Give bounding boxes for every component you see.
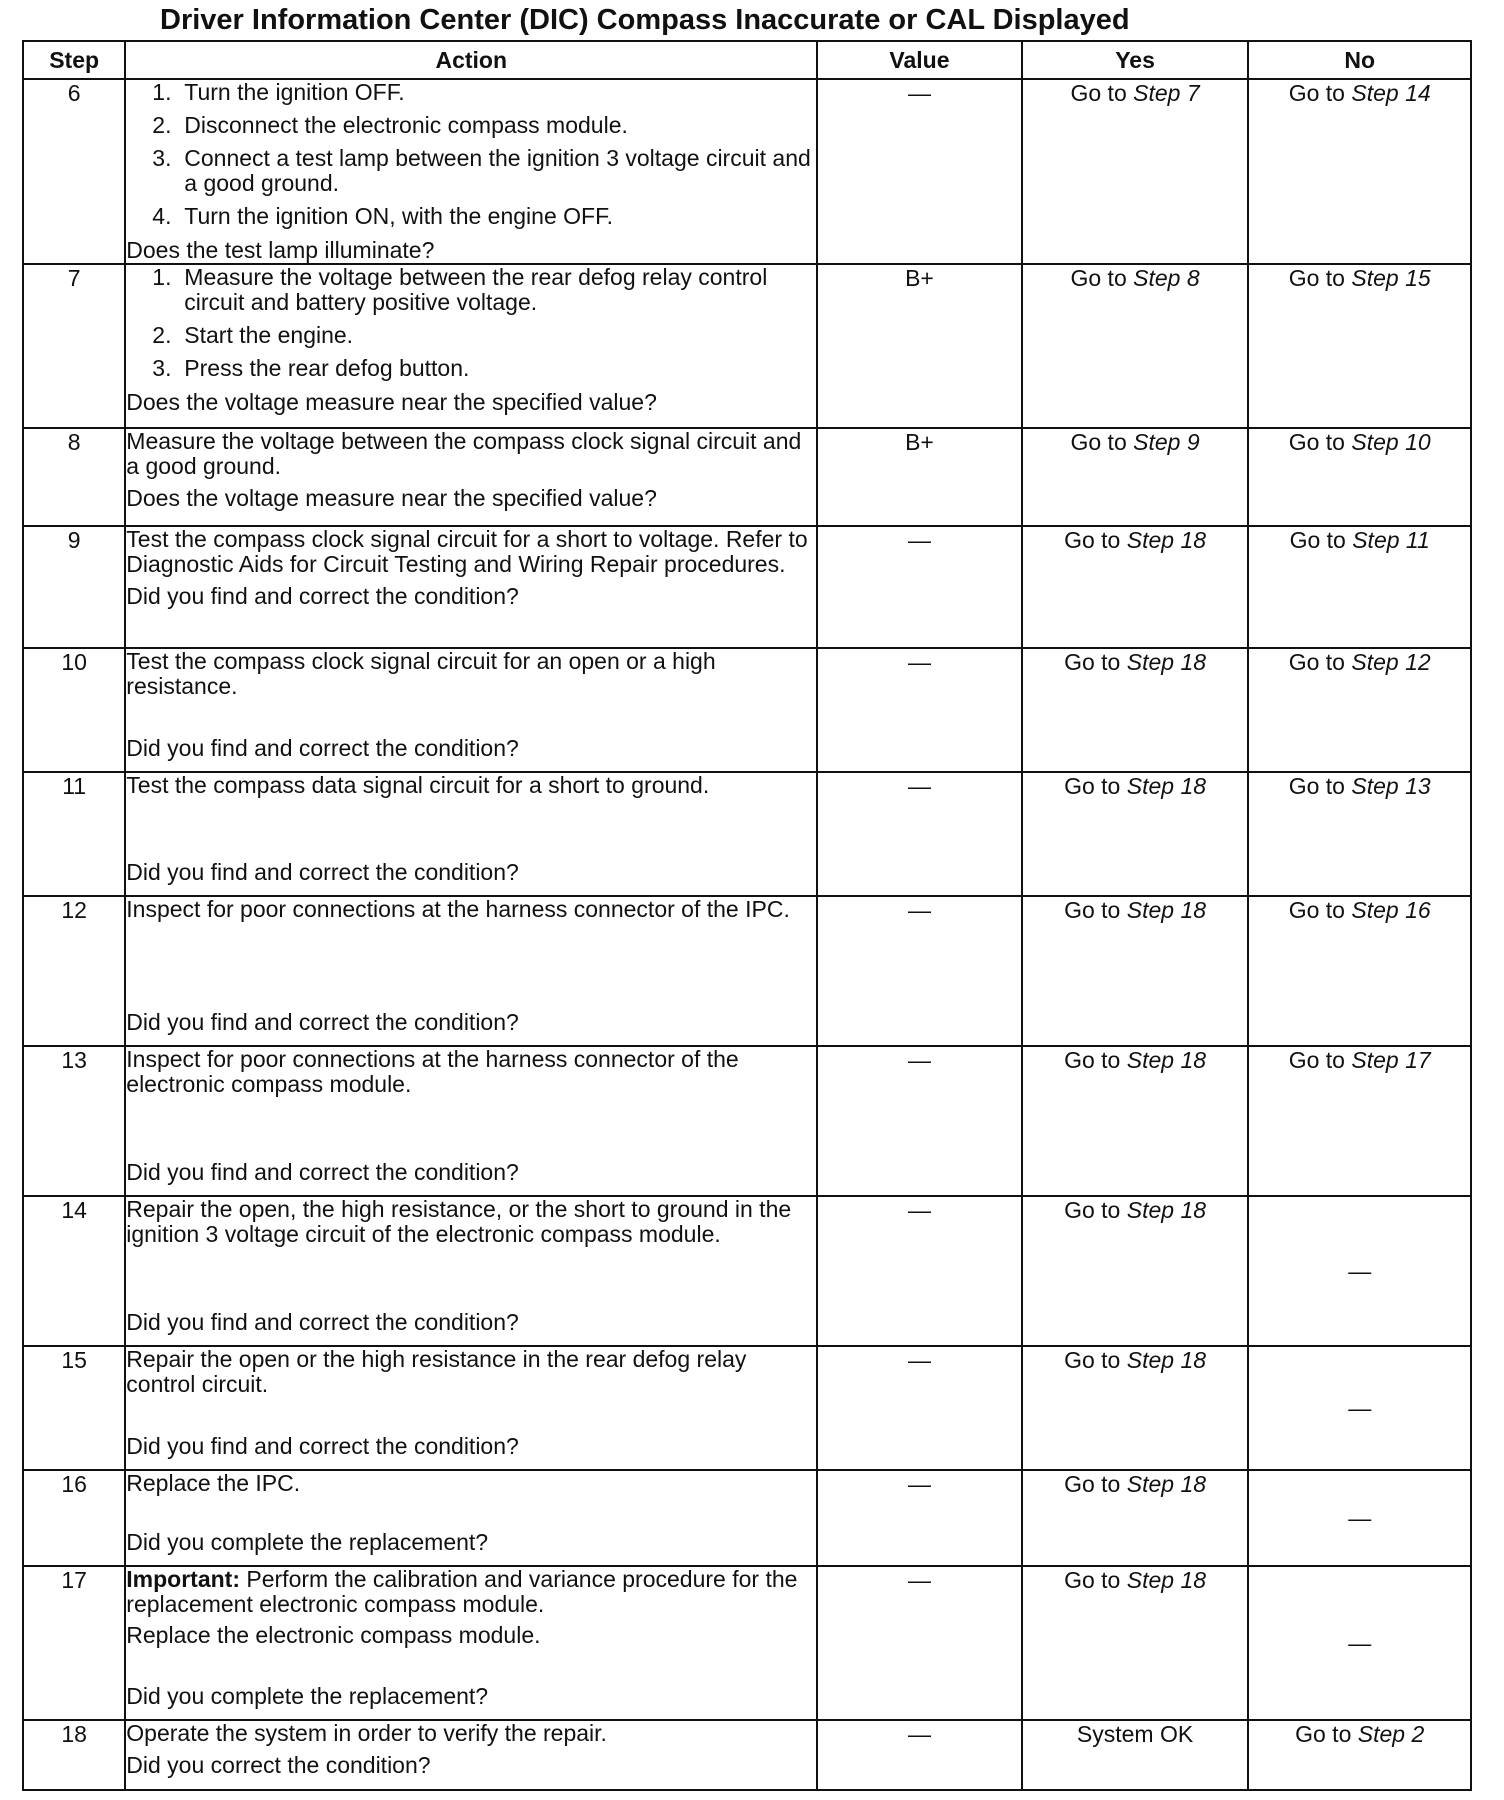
table-body: [23, 79, 1471, 1790]
step-number: 11: [23, 772, 125, 896]
step-number: 10: [23, 648, 125, 772]
list-item: 4. Turn the ignition ON, with the engine OFF.: [152, 203, 613, 229]
action-text: Repair the open or the high resistance in the rear defog relay control circuit.: [126, 1346, 747, 1397]
step-number: 7: [23, 264, 125, 428]
list-item: 1. Turn the ignition OFF.: [152, 79, 405, 105]
action-cell: [125, 1720, 817, 1790]
table-row: [23, 1720, 1471, 1790]
value-cell: —: [817, 79, 1022, 264]
action-question: Did you find and correct the condition?: [126, 735, 519, 761]
no-cell: Go to Step 12: [1248, 648, 1471, 772]
yes-cell: Go to Step 18: [1022, 526, 1249, 648]
action-question: Does the voltage measure near the specified value?: [126, 485, 657, 511]
list-item: 2. Start the engine.: [152, 322, 354, 348]
action-text: Repair the open, the high resistance, or the short to ground in the ignition 3 voltage circuit of the electronic compass module.: [126, 1196, 792, 1247]
header-action: Action: [125, 41, 817, 79]
action-cell: [125, 772, 817, 896]
table-row: [23, 264, 1471, 428]
header-value: Value: [817, 41, 1022, 79]
step-number: 14: [23, 1196, 125, 1346]
value-cell: B+: [817, 428, 1022, 526]
yes-cell: Go to Step 9: [1022, 428, 1249, 526]
yes-cell: Go to Step 18: [1022, 1346, 1249, 1470]
step-number: 18: [23, 1720, 125, 1790]
value-cell: —: [817, 1346, 1022, 1470]
no-cell: Go to Step 10: [1248, 428, 1471, 526]
no-cell: Go to Step 14: [1248, 79, 1471, 264]
action-cell: [125, 79, 817, 264]
action-question: Did you find and correct the condition?: [126, 859, 519, 885]
list-item: 3. Connect a test lamp between the ignition 3 voltage circuit and a good ground.: [152, 145, 811, 196]
value-cell: B+: [817, 264, 1022, 428]
table-row: [23, 1046, 1471, 1196]
yes-cell: Go to Step 8: [1022, 264, 1249, 428]
no-cell: —: [1248, 1470, 1471, 1566]
yes-cell: Go to Step 18: [1022, 1046, 1249, 1196]
yes-cell: System OK: [1022, 1720, 1249, 1790]
step-number: 9: [23, 526, 125, 648]
action-text: Test the compass data signal circuit for a short to ground.: [126, 772, 710, 798]
no-cell: Go to Step 11: [1248, 526, 1471, 648]
value-cell: —: [817, 896, 1022, 1046]
action-question: Does the voltage measure near the specified value?: [126, 389, 657, 415]
action-question: Does the test lamp illuminate?: [126, 237, 435, 263]
no-cell: —: [1248, 1196, 1471, 1346]
value-cell: —: [817, 526, 1022, 648]
action-cell: [125, 1346, 817, 1470]
table-row: [23, 428, 1471, 526]
yes-cell: Go to Step 18: [1022, 1566, 1249, 1720]
value-cell: —: [817, 1566, 1022, 1720]
step-number: 17: [23, 1566, 125, 1720]
table-row: [23, 79, 1471, 264]
action-cell: [125, 264, 817, 428]
table-row: [23, 1346, 1471, 1470]
yes-cell: Go to Step 18: [1022, 1196, 1249, 1346]
action-text: Operate the system in order to verify the repair.: [126, 1720, 607, 1746]
action-question: Did you find and correct the condition?: [126, 1009, 519, 1035]
table-row: [23, 772, 1471, 896]
yes-cell: Go to Step 18: [1022, 772, 1249, 896]
action-question: Did you complete the replacement?: [126, 1683, 489, 1709]
list-item: 2. Disconnect the electronic compass module.: [152, 112, 628, 138]
no-cell: Go to Step 16: [1248, 896, 1471, 1046]
step-number: 16: [23, 1470, 125, 1566]
value-cell: —: [817, 648, 1022, 772]
action-text: Replace the electronic compass module.: [126, 1622, 541, 1648]
action-list: [126, 265, 816, 381]
header-row: [23, 41, 1471, 79]
action-text: Replace the IPC.: [126, 1470, 301, 1496]
page-title: Driver Information Center (DIC) Compass Inaccurate or CAL Displayed: [160, 4, 1130, 36]
action-question: Did you find and correct the condition?: [126, 1159, 519, 1185]
action-question: Did you find and correct the condition?: [126, 1309, 519, 1335]
value-cell: —: [817, 772, 1022, 896]
action-cell: [125, 1196, 817, 1346]
value-cell: —: [817, 1720, 1022, 1790]
action-cell: [125, 896, 817, 1046]
table-row: [23, 896, 1471, 1046]
no-cell: Go to Step 13: [1248, 772, 1471, 896]
header-step: Step: [23, 41, 125, 79]
value-cell: —: [817, 1046, 1022, 1196]
header-no: No: [1248, 41, 1471, 79]
action-cell: [125, 526, 817, 648]
step-number: 12: [23, 896, 125, 1046]
yes-cell: Go to Step 7: [1022, 79, 1249, 264]
no-cell: Go to Step 17: [1248, 1046, 1471, 1196]
step-number: 13: [23, 1046, 125, 1196]
list-item: 1. Measure the voltage between the rear defog relay control circuit and battery positive voltage.: [152, 264, 768, 315]
action-text: Inspect for poor connections at the harness connector of the IPC.: [126, 896, 790, 922]
no-cell: Go to Step 15: [1248, 264, 1471, 428]
action-cell: [125, 1470, 817, 1566]
table-row: [23, 648, 1471, 772]
important-label: Important:: [126, 1566, 240, 1592]
action-question: Did you complete the replacement?: [126, 1529, 489, 1555]
action-cell: [125, 648, 817, 772]
table-row: [23, 526, 1471, 648]
value-cell: —: [817, 1470, 1022, 1566]
table-row: [23, 1196, 1471, 1346]
header-yes: Yes: [1022, 41, 1249, 79]
no-cell: —: [1248, 1346, 1471, 1470]
action-question: Did you find and correct the condition?: [126, 583, 519, 609]
diagnostic-table: [22, 40, 1472, 1791]
no-cell: Go to Step 2: [1248, 1720, 1471, 1790]
action-text: Test the compass clock signal circuit for an open or a high resistance.: [126, 648, 716, 699]
yes-cell: Go to Step 18: [1022, 648, 1249, 772]
no-cell: —: [1248, 1566, 1471, 1720]
yes-cell: Go to Step 18: [1022, 896, 1249, 1046]
action-cell: [125, 428, 817, 526]
action-text: Measure the voltage between the compass clock signal circuit and a good ground.: [126, 428, 802, 479]
action-question: Did you find and correct the condition?: [126, 1433, 519, 1459]
step-number: 8: [23, 428, 125, 526]
yes-cell: Go to Step 18: [1022, 1470, 1249, 1566]
action-text: Inspect for poor connections at the harness connector of the electronic compass module.: [126, 1046, 739, 1097]
action-cell: [125, 1566, 817, 1720]
action-question: Did you correct the condition?: [126, 1752, 431, 1778]
table-row: [23, 1470, 1471, 1566]
step-number: 15: [23, 1346, 125, 1470]
important-note: Important: Perform the calibration and variance procedure for the replacement electronic compass module.: [126, 1566, 798, 1617]
action-cell: [125, 1046, 817, 1196]
table-row: [23, 1566, 1471, 1720]
list-item: 3. Press the rear defog button.: [152, 355, 470, 381]
action-list: [126, 80, 816, 229]
step-number: 6: [23, 79, 125, 264]
value-cell: —: [817, 1196, 1022, 1346]
action-text: Test the compass clock signal circuit for a short to voltage. Refer to Diagnostic Aids for Circuit Testing and Wiring Repair procedures.: [126, 526, 808, 577]
